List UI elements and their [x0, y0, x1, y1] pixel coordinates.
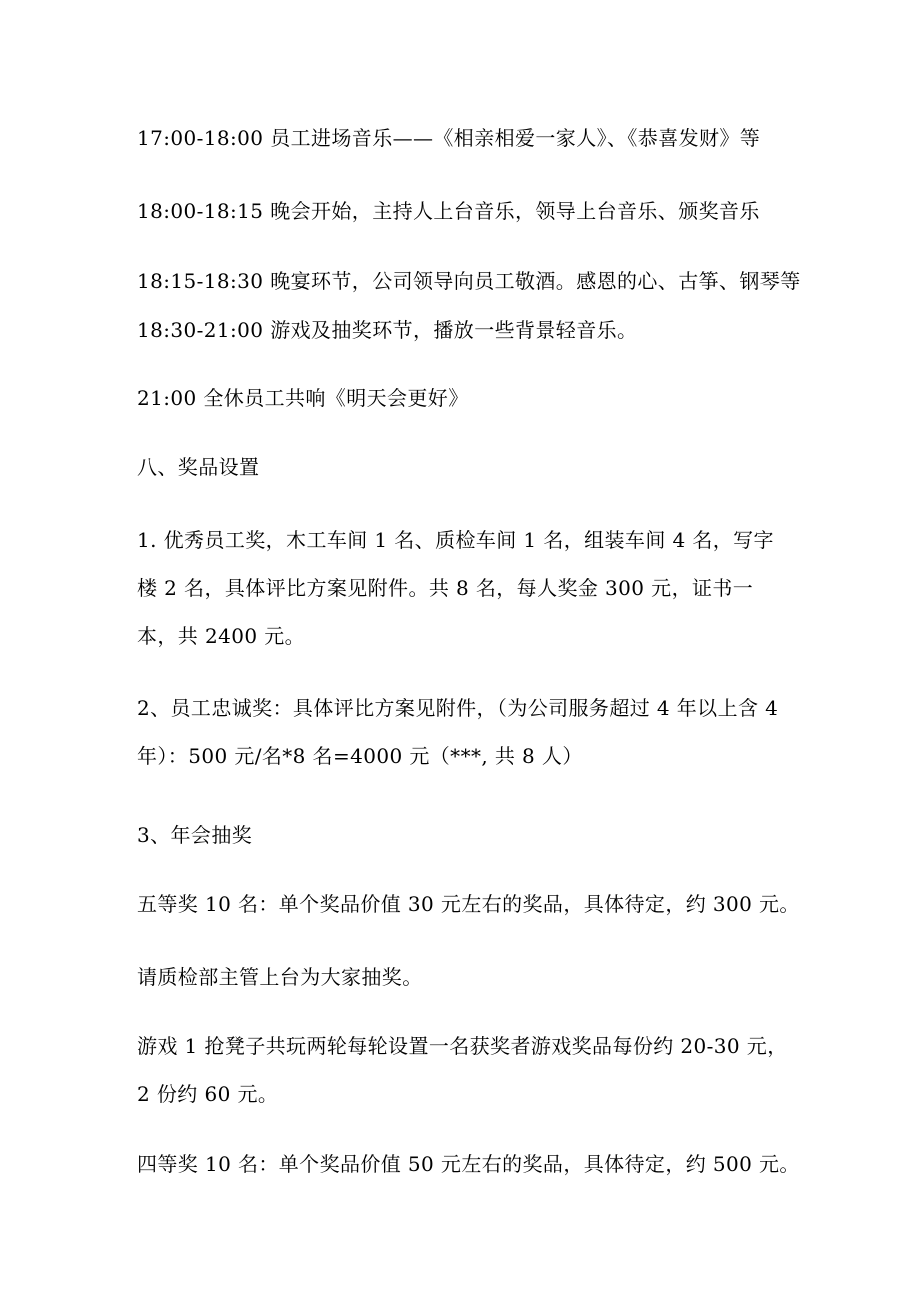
section-heading-lottery: 3、年会抽奖: [137, 823, 253, 847]
schedule-line-1700: 17:00-18:00 员工进场音乐——《相亲相爱一家人》、《恭喜发财》等: [137, 126, 761, 150]
paragraph-loyalty-award: 2、员工忠诚奖：具体评比方案见附件，（为公司服务超过 4 年以上含 4 年）：500 元/名*8 名=4000 元（***, 共 8 人）: [137, 696, 779, 768]
lottery-host-line: 请质检部主管上台为大家抽奖。: [137, 965, 423, 989]
schedule-line-2100: 21:00 全休员工共响《明天会更好》: [137, 386, 469, 410]
schedule-line-1800: 18:00-18:15 晚会开始，主持人上台音乐，领导上台音乐、颁奖音乐: [137, 199, 760, 223]
game-1-line: 游戏 1 抢凳子共玩两轮每轮设置一名获奖者游戏奖品每份约 20-30 元，: [137, 1034, 788, 1058]
section-heading-prizes: 八、奖品设置: [137, 455, 260, 479]
game-1-total-line: 2 份约 60 元。: [137, 1082, 279, 1106]
fifth-prize-line: 五等奖 10 名：单个奖品价值 30 元左右的奖品，具体待定，约 300 元。: [137, 892, 800, 916]
schedule-line-1815: 18:15-18:30 晚宴环节，公司领导向员工敬酒。感恩的心、古筝、钢琴等: [137, 269, 801, 293]
fourth-prize-line: 四等奖 10 名：单个奖品价值 50 元左右的奖品，具体待定，约 500 元。: [137, 1152, 800, 1176]
paragraph-outstanding-employee-award: 1. 优秀员工奖，木工车间 1 名、质检车间 1 名，组装车间 4 名，写字楼 2 名，具体评比方案见附件。共 8 名，每人奖金 300 元，证书一本，共 2400 元。: [137, 528, 774, 648]
schedule-line-1830: 18:30-21:00 游戏及抽奖环节，播放一些背景轻音乐。: [137, 318, 638, 342]
